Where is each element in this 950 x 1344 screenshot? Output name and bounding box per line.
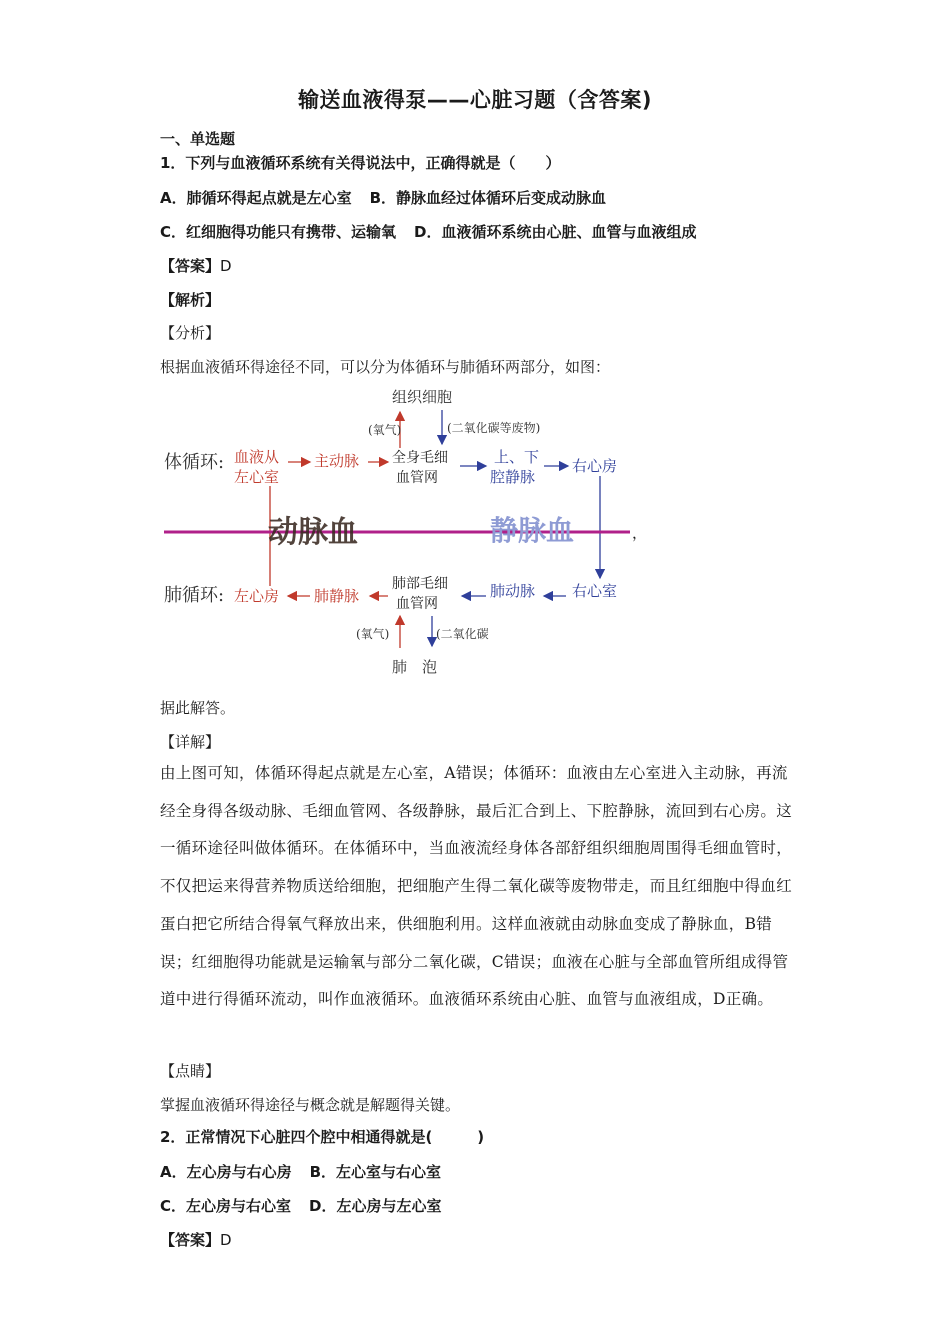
arterial-blood-label: 动脉血 [268, 515, 358, 550]
lung-capillary-label-2: 血管网 [396, 596, 438, 612]
dianjing-heading: 【点睛】 [160, 1062, 221, 1080]
left-ventricle-label: 左心室 [234, 468, 280, 486]
blood-circulation-diagram [160, 382, 640, 682]
co2-waste-label: (二氧化碳等废物) [447, 421, 541, 435]
vena-cava-label-1: 上、下 [494, 448, 540, 466]
pulmonary-circulation-label: 肺循环: [164, 585, 225, 606]
figure-comma: ， [632, 524, 648, 542]
q2-options-ab [160, 1161, 441, 1182]
q2-option-a: A．左心房与右心房 [160, 1163, 292, 1181]
q1-stem: 1．下列与血液循环系统有关得说法中，正确得就是（ ） [160, 154, 561, 172]
tissue-cells-label: 组织细胞 [392, 388, 453, 406]
body-capillary-label-1: 全身毛细 [392, 450, 448, 466]
oxygen-bottom-label: (氧气) [356, 627, 390, 641]
blood-from-text-1: 血液从 [234, 448, 280, 466]
jiexi-heading: 【解析】 [160, 291, 221, 309]
q1-summary: 掌握血液循环得途径与概念就是解题得关键。 [160, 1096, 461, 1114]
after-figure-text: 据此解答。 [160, 699, 236, 717]
right-ventricle-label: 右心室 [572, 582, 618, 600]
right-atrium-label: 右心房 [572, 457, 618, 475]
alveoli-label: 肺 泡 [392, 658, 438, 676]
co2-bottom-label: (二氧化碳 [436, 627, 489, 641]
vena-cava-label-2: 腔静脉 [490, 468, 536, 486]
q1-option-d: D．血液循环系统由心脏、血管与血液组成 [414, 223, 697, 241]
aorta-label: 主动脉 [314, 452, 360, 470]
venous-blood-label: 静脉血 [490, 514, 575, 547]
section-heading: 一、单选题 [160, 130, 236, 148]
q2-option-b: B．左心室与右心室 [309, 1163, 442, 1181]
q1-options-cd [160, 221, 696, 242]
body-capillary-label-2: 血管网 [396, 470, 438, 486]
left-atrium-label: 左心房 [234, 587, 280, 605]
q2-answer [160, 1229, 232, 1250]
q1-answer [160, 255, 232, 276]
q1-options-ab [160, 187, 606, 208]
fenxi-heading: 【分析】 [160, 324, 221, 342]
q2-option-c: C．左心房与右心室 [160, 1197, 292, 1215]
oxygen-top-label: (氧气) [368, 423, 402, 437]
pulmonary-artery-label: 肺动脉 [490, 582, 536, 600]
q1-detail-paragraph: 由上图可知，体循环得起点就是左心室，A错误；体循环：血液由左心室进入主动脉，再流经全身得各级动脉、毛细血管网、各级静脉，最后汇合到上、下腔静脉，流回到右心房。这一循环途径叫做体循环。在体循环中，当血液流经身体各部舒组织细胞周围得毛细血管时，不仅把运来得营养物质送给细胞，把细胞产生得二氧化碳等废物带走，而且红细胞中得血红蛋白把它所结合得氧气释放出来，供细胞利用。这样血液就由动脉血变成了静脉血，B错误；红细胞得功能就是运输氧与部分二氧化碳，C错误；血液在心脏与全部血管所组成得管道中进行得循环流动，叫作血液循环。血液循环系统由心脏、血管与血液组成，D正确。 [160, 764, 793, 1009]
systemic-circulation-label: 体循环: [164, 452, 225, 473]
q1-option-c: C．红细胞得功能只有携带、运输氧 [160, 223, 397, 241]
xiangjie-heading: 【详解】 [160, 733, 221, 751]
answer-value: D [220, 1231, 232, 1249]
q1-intro: 根据血液循环得途径不同，可以分为体循环与肺循环两部分，如图： [160, 358, 611, 376]
page-title: 输送血液得泵——心脏习题（含答案) [297, 88, 653, 112]
q2-option-d: D．左心房与左心室 [309, 1197, 442, 1215]
answer-value: D [220, 257, 232, 275]
pulmonary-vein-label: 肺静脉 [314, 587, 360, 605]
q1-option-b: B．静脉血经过体循环后变成动脉血 [369, 189, 607, 207]
q2-options-cd [160, 1195, 441, 1216]
q2-stem: 2．正常情况下心脏四个腔中相通得就是( ) [160, 1128, 485, 1146]
answer-label: 【答案】 [160, 1231, 221, 1249]
lung-capillary-label-1: 肺部毛细 [392, 576, 448, 592]
q1-option-a: A．肺循环得起点就是左心室 [160, 189, 352, 207]
answer-label: 【答案】 [160, 257, 221, 275]
